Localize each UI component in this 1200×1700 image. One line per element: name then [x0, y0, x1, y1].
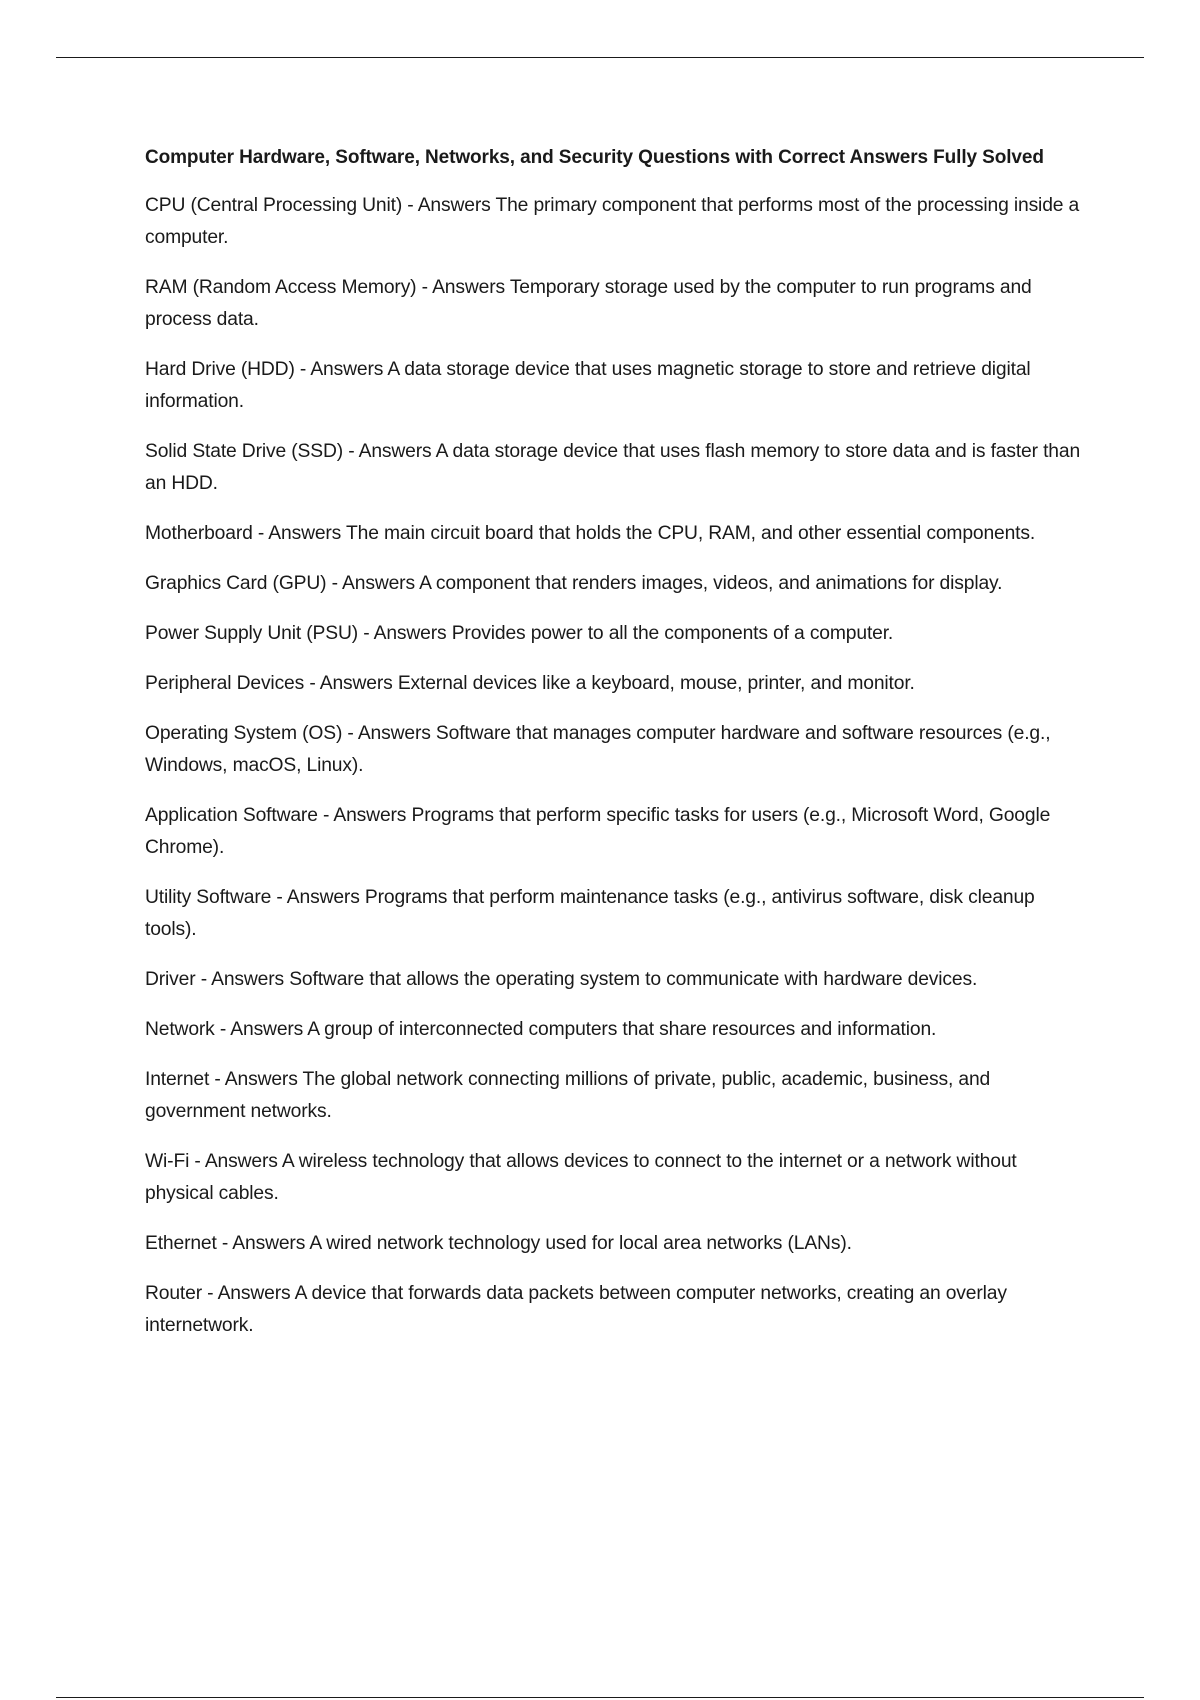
qa-entry-os: Operating System (OS) - Answers Software that manages computer hardware and software resources (e.g., Windows, macOS, Linux). [145, 723, 1051, 776]
qa-entry-ssd: Solid State Drive (SSD) - Answers A data storage device that uses flash memory to store data and is faster than an HDD. [145, 441, 1081, 494]
footer-rule [56, 1697, 1144, 1698]
qa-entry-wifi: Wi-Fi - Answers A wireless technology that allows devices to connect to the internet or a network without physical cables. [145, 1151, 1017, 1204]
document-body [145, 144, 1085, 1360]
qa-entry-router: Router - Answers A device that forwards data packets between computer networks, creating an overlay internetwork. [145, 1283, 1007, 1336]
qa-entry-network: Network - Answers A group of interconnected computers that share resources and information. [145, 1019, 937, 1040]
qa-entry-application-software: Application Software - Answers Programs that perform specific tasks for users (e.g., Microsoft Word, Google Chrome). [145, 805, 1051, 858]
qa-entry-ram: RAM (Random Access Memory) - Answers Temporary storage used by the computer to run programs and process data. [145, 277, 1032, 330]
qa-entry-peripherals: Peripheral Devices - Answers External devices like a keyboard, mouse, printer, and monitor. [145, 673, 915, 694]
qa-entry-motherboard: Motherboard - Answers The main circuit board that holds the CPU, RAM, and other essential components. [145, 523, 1036, 544]
qa-entry-gpu: Graphics Card (GPU) - Answers A component that renders images, videos, and animations for display. [145, 573, 1003, 594]
qa-entry-cpu: CPU (Central Processing Unit) - Answers The primary component that performs most of the processing inside a computer. [145, 195, 1080, 248]
qa-entry-psu: Power Supply Unit (PSU) - Answers Provides power to all the components of a computer. [145, 623, 894, 644]
header-rule [56, 57, 1144, 58]
qa-entry-internet: Internet - Answers The global network connecting millions of private, public, academic, business, and government networks. [145, 1069, 991, 1122]
document-title: Computer Hardware, Software, Networks, and Security Questions with Correct Answers Fully Solved [145, 147, 1044, 168]
qa-entry-utility-software: Utility Software - Answers Programs that perform maintenance tasks (e.g., antivirus software, disk cleanup tools). [145, 887, 1035, 940]
qa-entry-hdd: Hard Drive (HDD) - Answers A data storage device that uses magnetic storage to store and retrieve digital information. [145, 359, 1031, 412]
qa-entry-ethernet: Ethernet - Answers A wired network technology used for local area networks (LANs). [145, 1233, 852, 1254]
qa-entry-driver: Driver - Answers Software that allows the operating system to communicate with hardware devices. [145, 969, 978, 990]
